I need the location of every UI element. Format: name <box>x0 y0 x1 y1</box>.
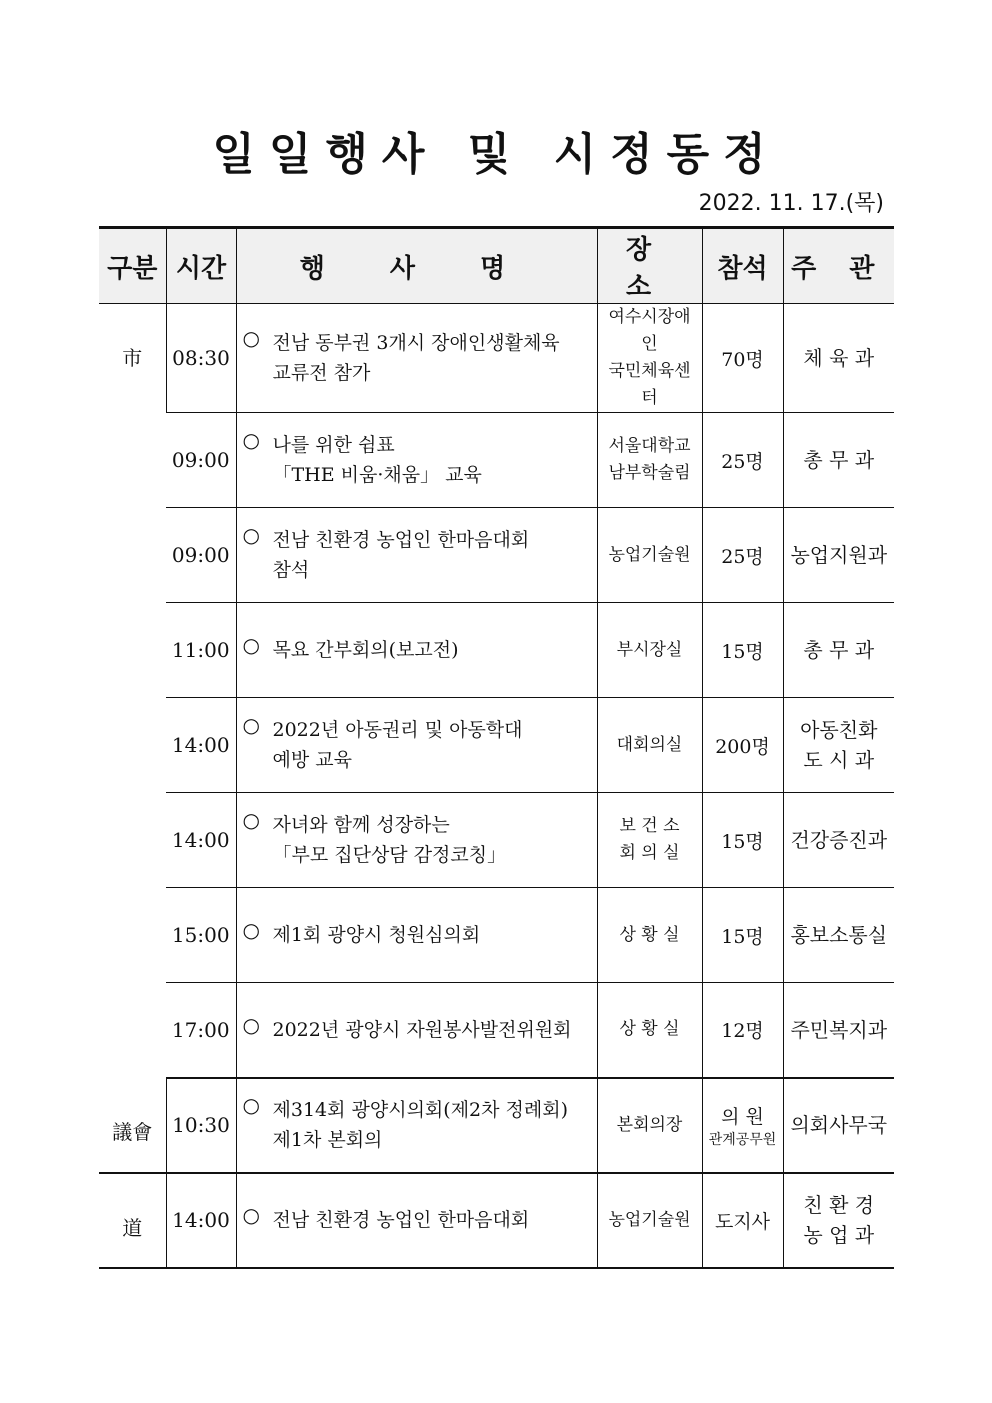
event-cell <box>236 508 597 603</box>
event-line: 전남 친환경 농업인 한마음대회 <box>272 1209 530 1231</box>
host-cell <box>783 603 894 698</box>
host-cell-line: 아동친화 <box>800 718 878 742</box>
host-cell-line: 농업지원과 <box>790 543 888 567</box>
table-header-row <box>99 228 894 304</box>
circle-bullet-icon: ○ <box>242 1012 260 1037</box>
attendance-cell-line: 200명 <box>715 735 770 758</box>
event-line: 참석 <box>272 559 310 581</box>
host-cell-line: 농 업 과 <box>803 1223 875 1247</box>
place-cell <box>597 983 702 1078</box>
host-cell-line: 의회사무국 <box>790 1113 888 1137</box>
host-cell <box>783 1078 894 1173</box>
attendance-cell <box>702 413 783 508</box>
time-cell: 14:00 <box>166 698 236 793</box>
host-cell <box>783 698 894 793</box>
time-cell: 10:30 <box>166 1078 236 1173</box>
table-row <box>99 1173 894 1268</box>
place-cell <box>597 888 702 983</box>
attendance-cell-line: 12명 <box>721 1020 764 1043</box>
event-line: 「THE 비움·채움」 교육 <box>272 464 482 486</box>
event-cell <box>236 983 597 1078</box>
event-line: 제1회 광양시 청원심의회 <box>272 924 481 946</box>
host-cell-line: 총 무 과 <box>803 448 875 472</box>
table-row <box>99 413 894 508</box>
host-cell <box>783 793 894 888</box>
col-header-attendance: 참석 <box>702 228 783 304</box>
attendance-cell <box>702 888 783 983</box>
attendance-cell-line: 도지사 <box>714 1210 771 1233</box>
circle-bullet-icon: ○ <box>242 326 260 350</box>
event-line: 「부모 집단상담 감정코칭」 <box>272 844 507 866</box>
host-cell-line: 도 시 과 <box>803 748 875 772</box>
place-cell <box>597 508 702 603</box>
attendance-cell-line: 의 원 <box>721 1105 764 1128</box>
attendance-cell <box>702 1173 783 1268</box>
time-cell: 17:00 <box>166 983 236 1078</box>
table-row <box>99 304 894 413</box>
event-line: 예방 교육 <box>272 749 352 771</box>
table-row <box>99 698 894 793</box>
circle-bullet-icon: ○ <box>242 713 260 737</box>
attendance-cell <box>702 698 783 793</box>
host-cell-line: 홍보소통실 <box>790 923 888 947</box>
attendance-cell <box>702 1078 783 1173</box>
host-cell <box>783 1173 894 1268</box>
place-cell <box>597 413 702 508</box>
place-cell-line: 국민체육센터 <box>608 361 691 408</box>
table-row <box>99 983 894 1078</box>
host-cell <box>783 888 894 983</box>
table-row <box>99 603 894 698</box>
event-line: 나를 위한 쉼표 <box>272 434 395 456</box>
col-header-category: 구분 <box>99 228 166 304</box>
place-cell-line: 부시장실 <box>616 639 683 660</box>
place-cell <box>597 698 702 793</box>
circle-bullet-icon: ○ <box>242 918 260 942</box>
table-row <box>99 1078 894 1173</box>
page-title: 일일행사 및 시정동정 <box>212 129 780 180</box>
event-line: 전남 동부권 3개시 장애인생활체육 <box>272 332 560 354</box>
category-cell: 道 <box>99 1173 166 1268</box>
col-header-time: 시간 <box>166 228 236 304</box>
col-header-event: 행 사 명 <box>236 228 597 304</box>
document-date: 2022. 11. 17.(목) <box>698 191 884 216</box>
host-cell-line: 건강증진과 <box>790 828 888 852</box>
time-cell: 15:00 <box>166 888 236 983</box>
col-header-host: 주 관 <box>783 228 894 304</box>
category-cell: 議會 <box>99 1078 166 1173</box>
col-header-place: 장 소 <box>597 228 702 304</box>
place-cell <box>597 603 702 698</box>
time-cell: 09:00 <box>166 413 236 508</box>
place-cell-line: 농업기술원 <box>608 544 691 565</box>
place-cell <box>597 1078 702 1173</box>
table-row <box>99 888 894 983</box>
event-line: 자녀와 함께 성장하는 <box>272 814 450 836</box>
host-cell-line: 총 무 과 <box>803 638 875 662</box>
event-line: 2022년 아동권리 및 아동학대 <box>272 719 523 741</box>
place-cell-line: 여수시장애인 <box>608 307 691 354</box>
attendance-cell-line: 관계공무원 <box>708 1131 777 1148</box>
attendance-cell <box>702 793 783 888</box>
circle-bullet-icon: ○ <box>242 523 260 547</box>
attendance-cell-line: 70명 <box>721 348 764 371</box>
event-cell <box>236 1078 597 1173</box>
attendance-cell-line: 15명 <box>721 925 764 948</box>
table-row <box>99 793 894 888</box>
event-cell <box>236 698 597 793</box>
category-cell: 市 <box>122 346 143 370</box>
events-table <box>99 226 894 1269</box>
time-cell: 11:00 <box>166 603 236 698</box>
place-cell-line: 상 황 실 <box>619 924 680 945</box>
place-cell-line: 본회의장 <box>616 1114 683 1135</box>
time-cell: 09:00 <box>166 508 236 603</box>
place-cell-line: 상 황 실 <box>619 1019 680 1040</box>
event-line: 전남 친환경 농업인 한마음대회 <box>272 529 530 551</box>
place-cell <box>597 1173 702 1268</box>
attendance-cell <box>702 983 783 1078</box>
circle-bullet-icon: ○ <box>242 633 260 657</box>
event-line: 제314회 광양시의회(제2차 정례회) <box>272 1099 569 1121</box>
attendance-cell <box>702 304 783 413</box>
event-line: 2022년 광양시 자원봉사발전위원회 <box>272 1018 572 1041</box>
place-cell-line: 농업기술원 <box>608 1209 691 1230</box>
host-cell <box>783 413 894 508</box>
place-cell-line: 대회의실 <box>616 734 683 755</box>
circle-bullet-icon: ○ <box>242 1093 260 1117</box>
table-row <box>99 508 894 603</box>
host-cell <box>783 304 894 413</box>
host-cell-line: 친 환 경 <box>803 1193 875 1217</box>
event-cell <box>236 603 597 698</box>
place-cell-line: 남부학술림 <box>608 463 691 483</box>
place-cell-line: 서울대학교 <box>608 436 691 456</box>
circle-bullet-icon: ○ <box>242 808 260 832</box>
event-cell <box>236 304 597 413</box>
attendance-cell-line: 15명 <box>721 640 764 663</box>
time-cell: 08:30 <box>166 304 236 413</box>
event-cell <box>236 1173 597 1268</box>
host-cell-line: 주민복지과 <box>790 1017 888 1042</box>
event-line: 제1차 본회의 <box>272 1129 383 1151</box>
place-cell <box>597 304 702 413</box>
time-cell: 14:00 <box>166 1173 236 1268</box>
place-cell-line: 보 건 소 <box>619 816 680 836</box>
host-cell <box>783 983 894 1078</box>
event-line: 목요 간부회의(보고전) <box>272 639 459 661</box>
circle-bullet-icon: ○ <box>242 1203 260 1227</box>
attendance-cell <box>702 603 783 698</box>
host-cell <box>783 508 894 603</box>
circle-bullet-icon: ○ <box>242 428 260 452</box>
time-cell: 14:00 <box>166 793 236 888</box>
attendance-cell <box>702 508 783 603</box>
host-cell-line: 체 육 과 <box>803 346 875 370</box>
attendance-cell-line: 25명 <box>721 545 764 568</box>
attendance-cell-line: 15명 <box>721 830 764 853</box>
event-line: 교류전 참가 <box>272 362 371 384</box>
place-cell <box>597 793 702 888</box>
event-cell <box>236 888 597 983</box>
place-cell-line: 회 의 실 <box>619 843 680 863</box>
attendance-cell-line: 25명 <box>721 450 764 473</box>
event-cell <box>236 793 597 888</box>
event-cell <box>236 413 597 508</box>
